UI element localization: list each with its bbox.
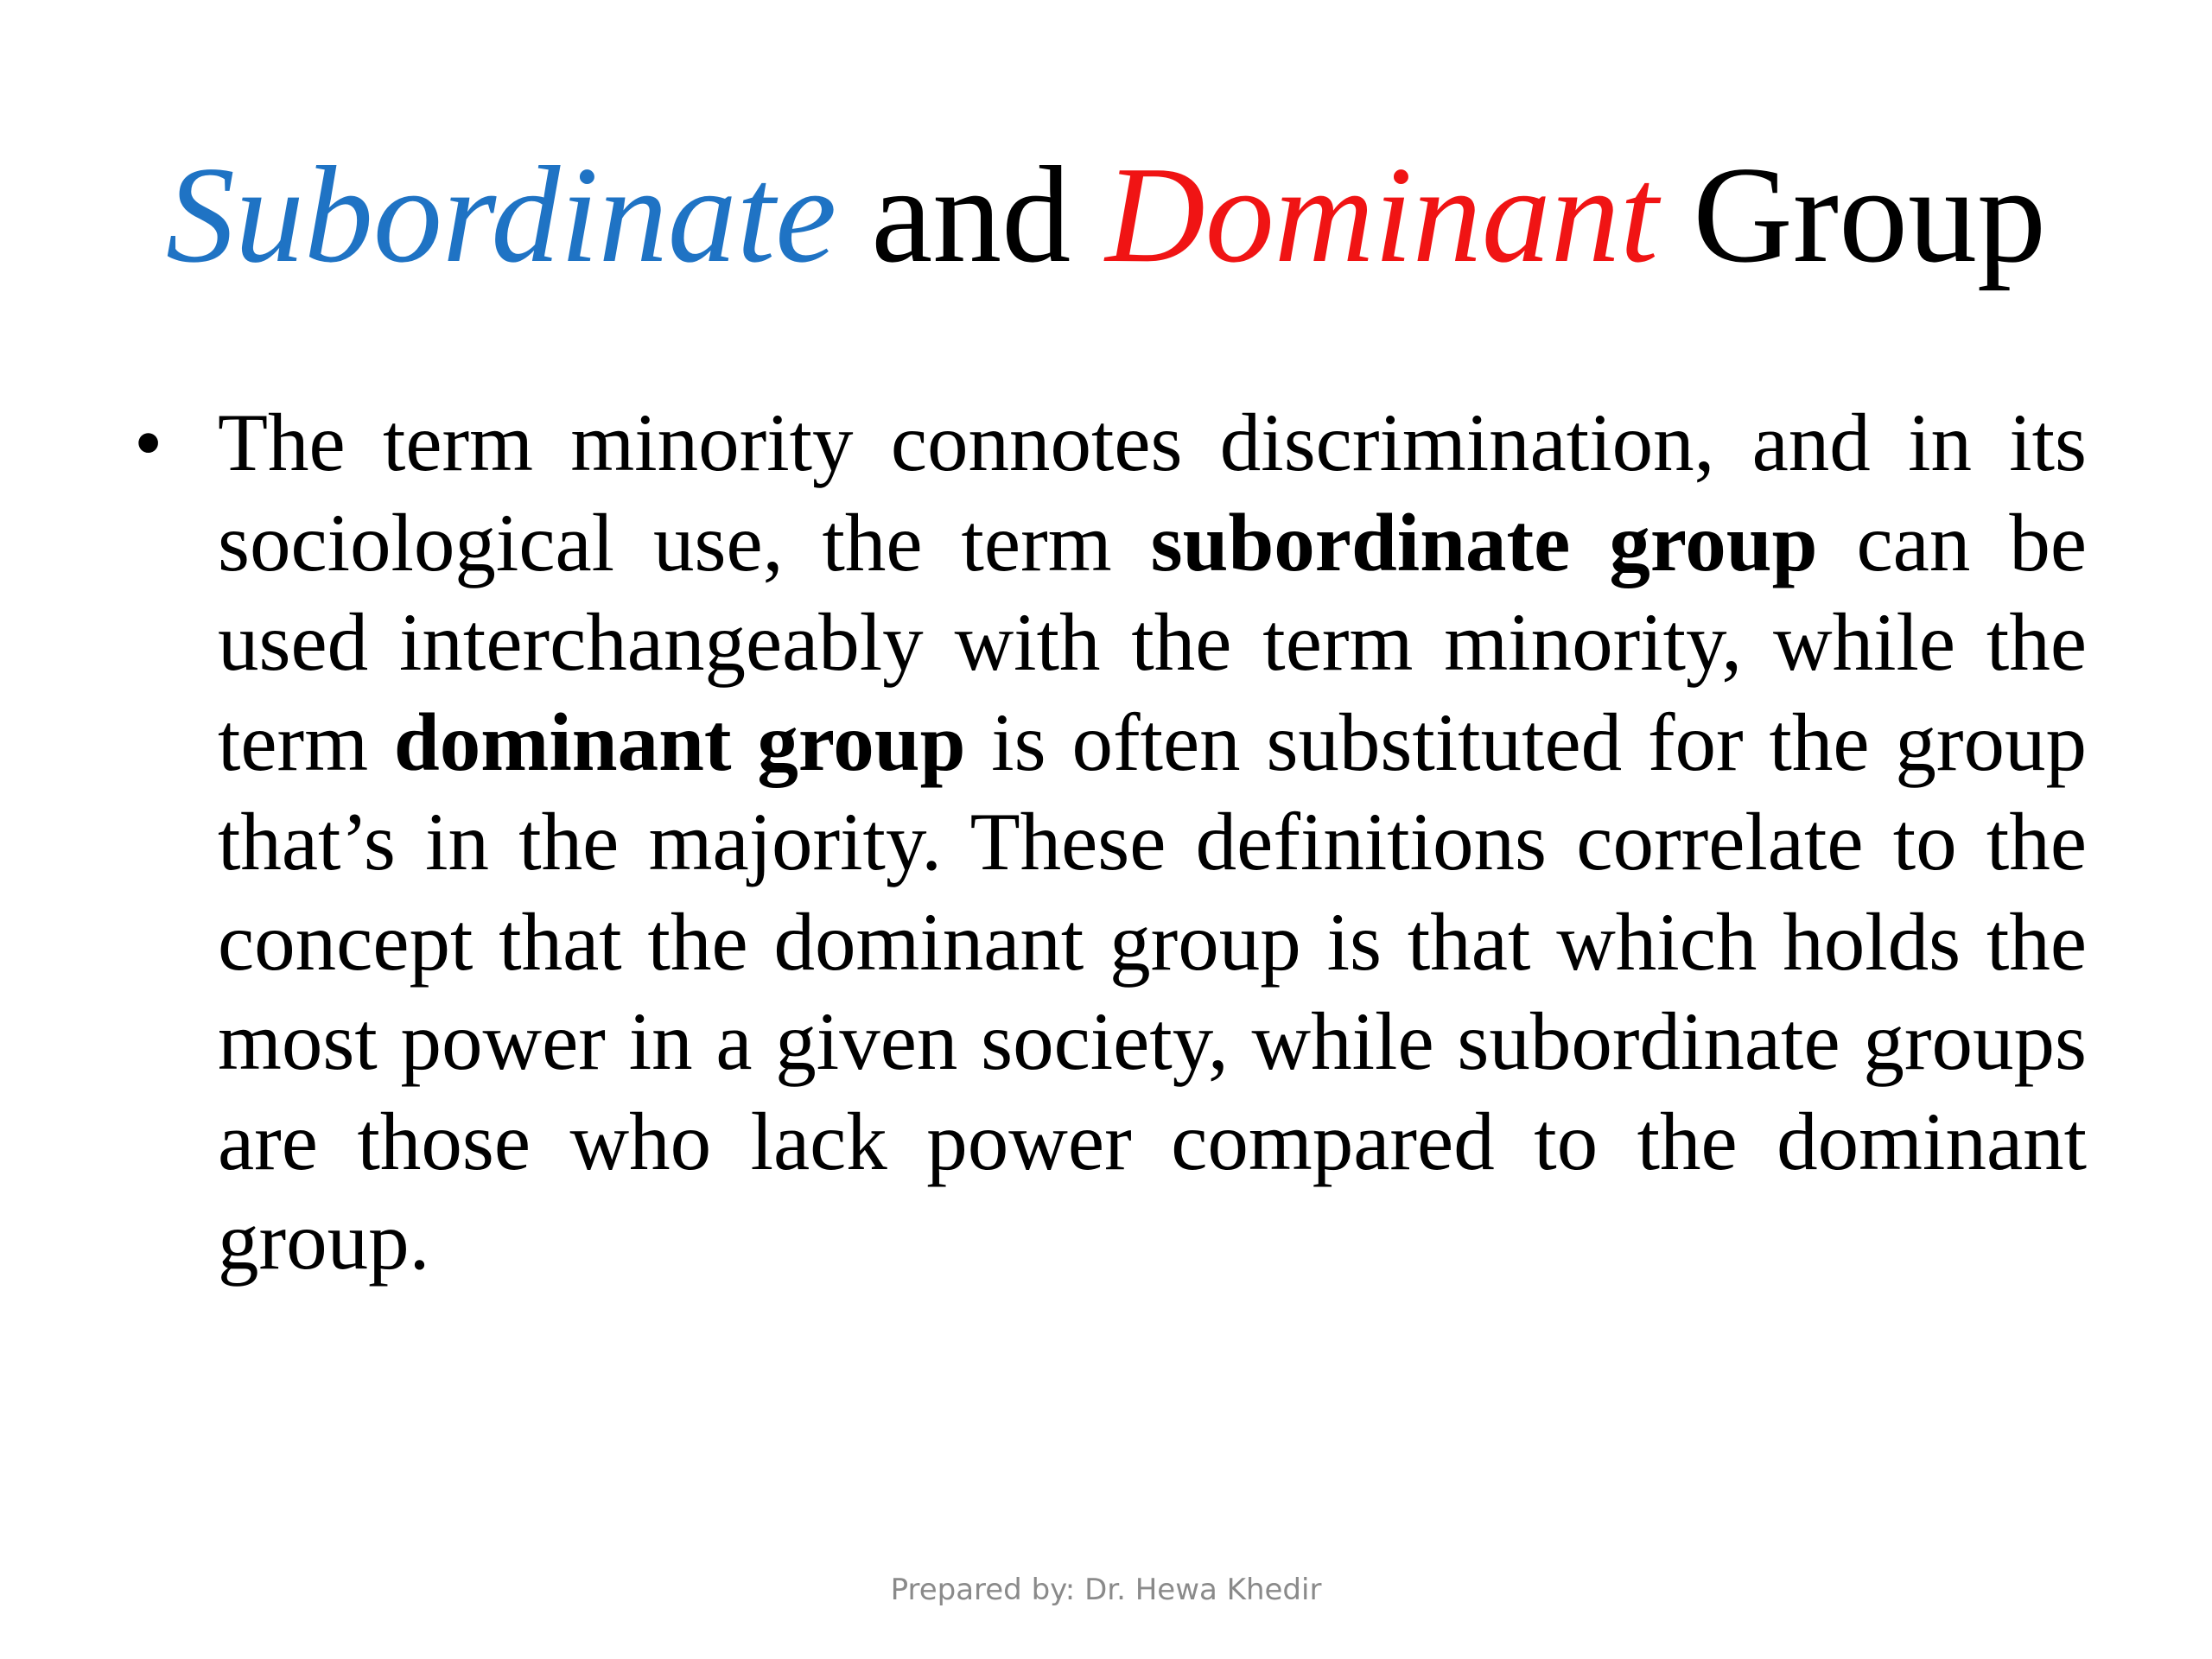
slide-title <box>0 138 2212 290</box>
paragraph-text-2: can be used interchangeably with the term minority, while the term <box>218 496 2088 788</box>
title-group: Group <box>1658 137 2047 291</box>
term-dominant-group: dominant group <box>393 696 966 788</box>
bullet-marker: • <box>134 397 163 488</box>
slide-footer: Prepared by: Dr. Hewa Khedir <box>890 1573 1322 1607</box>
title-subordinate: Subordinate <box>165 137 837 291</box>
title-and: and <box>836 137 1106 291</box>
term-subordinate-group: subordinate group <box>1150 496 1818 588</box>
title-dominant: Dominant <box>1105 137 1659 291</box>
paragraph-text-3: is often substituted for the group that’s in the majority. These definitions correlate to the concept that the dominant group is that which holds the most power in a given society, while subordinate groups are those who lack power compared to the dominant group. <box>218 696 2087 1287</box>
slide-content <box>134 393 2087 1292</box>
paragraph-text-1: The term minority connotes discrimination, and in its sociological use, the term <box>218 397 2087 588</box>
bullet-paragraph <box>134 393 2087 1292</box>
